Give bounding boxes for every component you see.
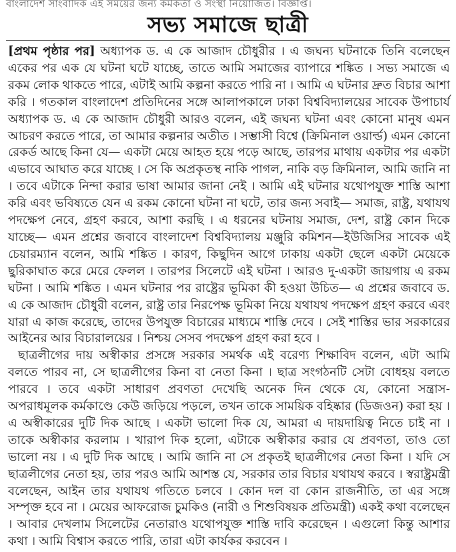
paragraph-1-text: অধ্যাপক ড. এ কে আজাদ চৌধুরীর । এ জঘন্য ঘটনাকে তিনি বলেছেন একের পর এক যে ঘটনা ঘটে যাচ্ছে, তাতে আমি সমাজের ব্যাপারে শঙ্কিত । সভ্য সমাজে এ রকম লোক থাকতে পারে, এটাই আমি কল্পনা করতে পারি না । আমি এ ঘটনার দ্রুত বিচার আশা করি । গতকাল বাংলাদেশ প্রতিদিনের সঙ্গে আলাপকালে ঢাকা বিশ্ববিদ্যালয়ের সাবেক উপাচার্য অধ্যাপক ড. এ কে আজাদ চৌধুরী আরও বলেন, এই জঘন্য ঘটনা এবং কোনো মানুষ এমন আচরণ করতে পারে, তা আমার কল্পনার অতীত । সম্ভাসী বিশ্বে (ক্রিমিনাল ওয়ার্ল্ড) এমন কোনো রেকর্ড আছে কিনা যে— একটা মেয়ে আহত হয়ে পড়ে আছে, তারপর মাথায় একটার পর একটা এভাবে আঘাত করে যাচ্ছে । সে কি অপ্রকৃতস্থ নাকি পাগল, নাকি বড় ক্রিমিনাল, আমি জানি না । তবে এটাকে নিন্দা করার ভাষা আমার জানা নেই । আমি এই ঘটনার যথোপযুক্ত শাস্তি আশা করি এবং ভবিষ্যতে যেন এ রকম কোনো ঘটনা না ঘটে, তার জন্য সবাই— সমাজ, রাষ্ট্র, যথাযথ পদক্ষেপ নেবে, গ্রহণ করবে, আশা করছি । এ ধরনের ঘটনায় সমাজ, দেশ, রাষ্ট্র কোন দিকে যাচ্ছে— এমন প্রশ্নের জবাবে বাংলাদেশ বিশ্ববিদ্যালয় মঞ্জুরি কমিশন—ইউজিসির সাবেক এই চেয়ারম্যান বলেন, আমি শঙ্কিত । কারণ, কিছুদিন আগে ঢাকায় একটা ছেলে একটা মেয়েকে ছুরিকাঘাত করে মেরে ফেলল । তারপর সিলেটে এই ঘটনা । আরও দু-একটা জায়গায় এ রকম ঘটনা । আমি শঙ্কিত । এমন ঘটনার পর রাষ্ট্রের ভূমিকা কী হওয়া উচিত— এ প্রশ্নের জবাবে ড. এ কে আজাদ চৌধুরী বলেন, রাষ্ট্র তার নিরপেক্ষ ভূমিকা নিয়ে যথাযথ পদক্ষেপ গ্রহণ করবে এবং যারা এ কাজ করেছে, তাদের উপযুক্ত বিচারের মাধ্যমে শাস্তি দেবে । সেই শাস্তির ভার সরকারের আইনের আর বিচারালয়ের । নিশ্চয় সেসব পদক্ষেপ গ্রহণ করা হবে ।: [8, 44, 450, 346]
article-headline: সভ্য সমাজে ছাত্রী: [147, 12, 309, 38]
headline-divider: [6, 40, 450, 41]
continuation-marker: [প্রথম পৃষ্ঠার পর]: [8, 44, 96, 58]
cropped-top-line: বাংলাদেশ সাংবাদিক এই সময়ের জন্য কর্মকর্তা ও সংস্থা নিয়োজিত। বিজ্ঞপ্তি।: [6, 0, 312, 9]
article-body: [0, 43, 456, 550]
paragraph-2: ছাত্রলীগের দায় অস্বীকার প্রসঙ্গে সরকার সমর্থক এই বরেণ্য শিক্ষাবিদ বলেন, এটা আমি বলতে পারব না, সে ছাত্রলীগের কিনা বা নেতা কিনা । ছাত্র সংগঠনটি সেটা বোধহয় বলতে পারবে । তবে একটা সাধারণ প্রবণতা দেখেছি অনেক দিন থেকে যে, কোনো সন্ত্রাস-অপরাধমূলক কর্মকাণ্ডে কেউ জড়িয়ে পড়লে, তখন তাকে সাময়িক বহিষ্কার (ডিজওন) করা হয় । এ অস্বীকারের দুটি দিক আছে । একটা ভালো দিক যে, আমরা এ দায়দায়িত্ব নিতে চাই না । তাকে অস্বীকার করলাম । খারাপ দিক হলো, এটাকে অস্বীকার করার যে প্রবণতা, তাও তো ভালো নয় । এ দুটি দিক আছে । আমি জানি না সে প্রকৃতই ছাত্রলীগের নেতা কিনা । যদি সে ছাত্রলীগের নেতা হয়, তার পরও আমি আশস্ত যে, সরকার তার বিচার যথাযথ করবে । স্বরাষ্ট্রমন্ত্রী বলেছেন, আইন তার যথাযথ গতিতে চলবে । কোন দল বা কোন রাজনীতি, তা এর সঙ্গে সম্পৃক্ত হবে না । মেয়ের আফরোজ চুমকিও (নারী ও শিশুবিষয়ক প্রতিমন্ত্রী) একই কথা বলেছেন । আবার দেখলাম সিলেটের নেতারাও যথোপযুক্ত শাস্তি দাবি করেছেন । এগুলো কিন্তু আশার কথা । আমি বিশ্বাস করতে পারি, তারা এটা কার্যকর করবেন ।: [8, 348, 450, 549]
paragraph-1: [8, 43, 450, 347]
